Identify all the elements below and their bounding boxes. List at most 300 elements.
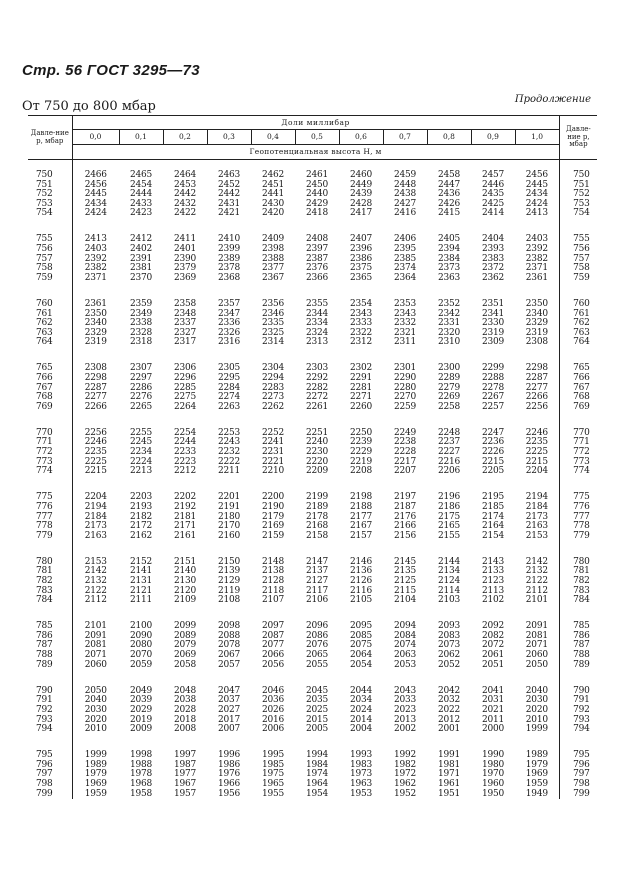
height-cell: [427, 493, 471, 541]
spacer-cell: [119, 735, 163, 752]
height-cell-value: 2358: [173, 298, 197, 309]
height-cell-value: 2173: [84, 521, 107, 532]
spacer-cell: [295, 670, 339, 687]
height-cell: [251, 622, 295, 670]
height-cell-value: 2035: [305, 695, 329, 706]
height-cell-value: 2010: [84, 724, 107, 735]
height-cell-value: 2141: [129, 566, 153, 577]
height-cell-value: 2134: [437, 566, 461, 577]
height-cell: [119, 687, 163, 735]
height-cell-value: 2204: [525, 466, 548, 477]
pressure-cell-left-value: 770: [36, 427, 53, 438]
height-cell-value: 2413: [525, 208, 548, 219]
height-cell-value: 2179: [261, 511, 285, 522]
height-cell-value: 2126: [349, 576, 373, 586]
height-cell-value: 2200: [261, 492, 285, 503]
pressure-cell-right: [559, 235, 597, 283]
height-cell: [207, 160, 251, 219]
pressure-cell-right: [559, 493, 597, 541]
pressure-cell-right-value: 762: [573, 318, 590, 329]
pressure-cell-right-value: 751: [573, 179, 590, 190]
height-cell-value: 2042: [437, 685, 461, 696]
spacer-cell: [163, 348, 207, 365]
height-cell: [383, 687, 427, 735]
height-cell-value: 1975: [261, 769, 285, 780]
height-cell-value: 1972: [393, 769, 417, 780]
height-cell-value: 1976: [217, 769, 241, 780]
height-cell-value: 2438: [393, 189, 417, 200]
spacer-cell: [559, 541, 597, 558]
pressure-cell-left-value: 791: [36, 695, 53, 706]
height-cell-value: 2207: [393, 466, 417, 477]
height-cell: [72, 493, 119, 541]
fraction-group-header: Доли миллибар: [72, 116, 559, 130]
height-cell-value: 2038: [173, 695, 197, 706]
height-cell: [119, 429, 163, 477]
height-cell: [339, 751, 383, 799]
height-cell-value: 2170: [217, 521, 241, 532]
pressure-cell-left: [28, 493, 72, 541]
pressure-cell-left-value: 775: [36, 492, 53, 503]
spacer-cell: [207, 670, 251, 687]
height-cell-value: 2309: [481, 337, 505, 348]
spacer-cell: [471, 219, 515, 236]
pressure-cell-right: [559, 687, 597, 735]
height-cell-value: 2081: [84, 640, 107, 651]
height-cell-value: 2297: [129, 373, 153, 383]
height-cell-value: 2040: [84, 695, 107, 706]
geopotential-height-header: Геопотенциальная высота H, м: [72, 145, 559, 160]
height-cell: [295, 364, 339, 412]
height-cell-value: 1994: [305, 750, 329, 761]
height-cell-value: 2311: [393, 337, 417, 348]
pressure-cell-right: [559, 622, 597, 670]
height-cell-value: 1999: [84, 750, 107, 761]
height-cell: [339, 687, 383, 735]
height-cell-value: 1995: [261, 750, 285, 761]
height-cell-value: 2011: [481, 714, 505, 725]
height-cell: [251, 558, 295, 606]
pressure-cell-left-value: 784: [36, 595, 53, 606]
height-cell-value: 2072: [481, 640, 505, 651]
table-row-group: [28, 622, 597, 670]
spacer-cell: [72, 477, 119, 494]
spacer-cell: [427, 412, 471, 429]
height-cell-value: 2338: [129, 318, 153, 329]
height-cell-value: 2330: [481, 318, 505, 329]
height-cell-value: 2275: [173, 392, 197, 403]
height-cell-value: 2306: [173, 363, 197, 374]
height-cell-value: 2022: [437, 704, 461, 715]
height-cell-value: 2361: [84, 298, 107, 309]
height-cell-value: 1984: [305, 759, 329, 770]
spacer-cell: [295, 606, 339, 623]
spacer-cell: [559, 283, 597, 300]
height-cell-value: 2120: [173, 585, 197, 596]
height-cell-value: 2265: [129, 401, 153, 412]
spacer-cell: [28, 477, 72, 494]
pressure-cell-left-value: 778: [36, 521, 53, 532]
pressure-cell-left-value: 765: [36, 363, 53, 374]
height-cell-value: 2032: [437, 695, 461, 706]
height-cell-value: 2079: [173, 640, 197, 651]
height-cell-value: 2114: [437, 585, 461, 596]
spacer-cell: [72, 735, 119, 752]
pressure-cell-left: [28, 300, 72, 348]
pressure-cell-left-value: 756: [36, 244, 53, 255]
height-cell-value: 2286: [129, 382, 153, 393]
pressure-cell-right: [559, 364, 597, 412]
pressure-cell-left: [28, 160, 72, 219]
height-cell-value: 2355: [305, 298, 329, 309]
height-cell-value: 1960: [481, 779, 505, 789]
height-cell-value: 2412: [129, 234, 153, 245]
column-header: 0,9: [471, 130, 515, 145]
height-cell: [207, 751, 251, 799]
spacer-cell: [559, 670, 597, 687]
height-cell-value: 2249: [393, 427, 417, 438]
height-cell-value: 2220: [305, 456, 329, 467]
pressure-cell-left-value: 780: [36, 556, 53, 567]
height-cell-value: 2228: [393, 447, 417, 458]
height-cell-value: 2137: [305, 566, 329, 577]
height-cell-value: 2384: [437, 253, 461, 264]
height-cell-value: 2349: [129, 308, 153, 319]
height-cell: [207, 300, 251, 348]
height-cell: [295, 300, 339, 348]
height-cell-value: 2097: [261, 621, 285, 632]
height-cell-value: 2361: [525, 272, 548, 283]
height-cell-value: 2305: [217, 363, 241, 374]
height-cell-value: 2162: [129, 530, 153, 541]
height-cell-value: 2070: [129, 650, 153, 661]
pressure-cell-left-value: 793: [36, 714, 53, 725]
height-cell-value: 2039: [129, 695, 153, 706]
height-cell-value: 2399: [217, 244, 241, 255]
spacer-cell: [207, 541, 251, 558]
height-cell-value: 2219: [349, 456, 373, 467]
height-cell-value: 1965: [261, 779, 285, 789]
pressure-cell-right-value: 790: [573, 685, 590, 696]
height-cell: [383, 235, 427, 283]
height-cell: [515, 364, 559, 412]
pressure-cell-right-value: 778: [573, 521, 590, 532]
height-cell-value: 2046: [261, 685, 285, 696]
height-cell-value: 2225: [525, 447, 548, 458]
spacer-cell: [251, 670, 295, 687]
table-row-group: [28, 558, 597, 606]
height-cell-value: 2150: [217, 556, 241, 567]
pressure-cell-right-value: 799: [573, 788, 590, 799]
pressure-cell-left-value: 767: [36, 382, 53, 393]
height-cell: [515, 493, 559, 541]
height-cell: [119, 622, 163, 670]
height-cell-value: 2246: [525, 427, 548, 438]
height-cell-value: 2260: [349, 401, 373, 412]
column-header: 0,1: [119, 130, 163, 145]
height-cell-value: 2090: [129, 630, 153, 641]
height-cell-value: 2241: [261, 437, 285, 448]
height-cell-value: 2129: [217, 576, 241, 586]
height-cell-value: 2197: [393, 492, 417, 503]
height-cell: [339, 622, 383, 670]
height-cell-value: 2408: [305, 234, 329, 245]
height-cell-value: 2282: [305, 382, 329, 393]
height-cell-value: 2413: [84, 234, 107, 245]
height-cell-value: 2254: [173, 427, 197, 438]
height-cell-value: 2294: [261, 373, 285, 383]
height-cell-value: 2369: [173, 272, 197, 283]
height-cell-value: 2387: [305, 253, 329, 264]
pressure-cell-right-value: 777: [573, 511, 590, 522]
height-cell-value: 1959: [525, 779, 548, 789]
height-cell-value: 2451: [261, 179, 285, 190]
height-cell-value: 2063: [393, 650, 417, 661]
height-cell-value: 2274: [217, 392, 241, 403]
spacer-cell: [72, 348, 119, 365]
pressure-cell-left-value: 786: [36, 630, 53, 641]
height-cell-value: 2096: [305, 621, 329, 632]
pressure-cell-right-value: 754: [573, 208, 590, 219]
height-cell-value: 2370: [129, 272, 153, 283]
height-cell-value: 2054: [349, 659, 373, 670]
height-cell-value: 2101: [84, 621, 107, 632]
spacer-cell: [515, 283, 559, 300]
height-cell-value: 2410: [217, 234, 241, 245]
height-cell: [383, 364, 427, 412]
height-cell-value: 2212: [173, 466, 197, 477]
height-cell-value: 2171: [173, 521, 197, 532]
height-cell-value: 2397: [305, 244, 329, 255]
height-cell-value: 2322: [349, 327, 373, 338]
height-cell-value: 2061: [481, 650, 505, 661]
height-cell-value: 2334: [305, 318, 329, 329]
height-cell-value: 2088: [217, 630, 241, 641]
height-cell-value: 2020: [84, 714, 107, 725]
height-cell-value: 2233: [173, 447, 197, 458]
pressure-cell-right-value: 798: [573, 779, 590, 789]
height-cell-value: 2059: [129, 659, 153, 670]
height-cell: [163, 160, 207, 219]
pressure-cell-left-value: 750: [36, 170, 53, 180]
spacer-cell: [383, 477, 427, 494]
spacer-cell: [163, 477, 207, 494]
height-cell-value: 2414: [481, 208, 505, 219]
height-cell-value: 2132: [84, 576, 107, 586]
height-cell-value: 2112: [84, 595, 107, 606]
spacer-cell: [119, 670, 163, 687]
height-cell-value: 2051: [481, 659, 505, 670]
height-cell-value: 2356: [261, 298, 285, 309]
height-cell-value: 2040: [525, 685, 548, 696]
pressure-cell-left-value: 797: [36, 769, 53, 780]
height-cell-value: 2027: [217, 704, 241, 715]
height-cell-value: 2050: [525, 659, 548, 670]
pressure-cell-right-value: 772: [573, 447, 590, 458]
height-cell: [251, 300, 295, 348]
height-cell-value: 2434: [525, 189, 548, 200]
height-cell-value: 1987: [173, 759, 197, 770]
spacer-cell: [295, 283, 339, 300]
height-cell-value: 2208: [349, 466, 373, 477]
height-cell-value: 2057: [217, 659, 241, 670]
height-cell: [72, 622, 119, 670]
height-cell-value: 2086: [305, 630, 329, 641]
height-cell-value: 2053: [393, 659, 417, 670]
height-cell-value: 2319: [84, 337, 107, 348]
height-cell-value: 2432: [173, 198, 197, 209]
height-cell-value: 2340: [525, 308, 548, 319]
group-spacer: [28, 606, 597, 623]
spacer-cell: [163, 219, 207, 236]
height-cell-value: 2284: [217, 382, 241, 393]
height-cell: [339, 429, 383, 477]
height-cell-value: 2123: [481, 576, 505, 586]
height-cell: [207, 235, 251, 283]
height-cell-value: 2313: [305, 337, 329, 348]
height-cell-value: 2084: [393, 630, 417, 641]
height-cell-value: 2132: [525, 566, 548, 577]
height-cell-value: 2121: [129, 585, 153, 596]
height-cell-value: 2178: [305, 511, 329, 522]
height-cell: [163, 493, 207, 541]
pressure-cell-left-value: 785: [36, 621, 53, 632]
height-cell-value: 2350: [525, 298, 548, 309]
pressure-cell-right-value: 788: [573, 650, 590, 661]
height-cell-value: 1949: [525, 788, 548, 799]
height-cell-value: 2176: [393, 511, 417, 522]
height-cell-value: 2251: [305, 427, 329, 438]
spacer-cell: [163, 735, 207, 752]
height-cell-value: 2101: [525, 595, 548, 606]
height-cell-value: 1973: [349, 769, 373, 780]
spacer-cell: [163, 541, 207, 558]
height-cell-value: 2108: [217, 595, 241, 606]
height-cell-value: 2099: [173, 621, 197, 632]
height-cell-value: 2064: [349, 650, 373, 661]
height-cell: [383, 622, 427, 670]
height-cell: [471, 622, 515, 670]
height-cell-value: 2146: [349, 556, 373, 567]
height-cell-value: 2453: [173, 179, 197, 190]
spacer-cell: [119, 606, 163, 623]
spacer-cell: [427, 477, 471, 494]
spacer-cell: [515, 412, 559, 429]
height-cell-value: 2075: [349, 640, 373, 651]
height-cell: [471, 687, 515, 735]
height-cell-value: 2303: [305, 363, 329, 374]
height-cell-value: 2279: [437, 382, 461, 393]
height-cell: [72, 364, 119, 412]
height-cell-value: 1974: [305, 769, 329, 780]
height-cell-value: 2343: [349, 308, 373, 319]
height-cell-value: 2213: [129, 466, 153, 477]
group-spacer: [28, 412, 597, 429]
spacer-cell: [471, 606, 515, 623]
height-cell-value: 2177: [349, 511, 373, 522]
height-cell-value: 2326: [217, 327, 241, 338]
height-cell-value: 1983: [349, 759, 373, 770]
height-cell-value: 2007: [217, 724, 241, 735]
height-cell-value: 2287: [525, 373, 548, 383]
pressure-cell-left: [28, 429, 72, 477]
height-cell-value: 1950: [481, 788, 505, 799]
height-cell-value: 2307: [129, 363, 153, 374]
height-cell-value: 2044: [349, 685, 373, 696]
height-cell: [383, 493, 427, 541]
height-cell-value: 1963: [349, 779, 373, 789]
height-cell-value: 2278: [481, 382, 505, 393]
spacer-cell: [339, 541, 383, 558]
height-cell-value: 2221: [261, 456, 285, 467]
height-cell-value: 2010: [525, 714, 548, 725]
height-cell-value: 2266: [84, 401, 107, 412]
height-cell-value: 2424: [525, 198, 548, 209]
height-cell-value: 2015: [305, 714, 329, 725]
spacer-cell: [28, 606, 72, 623]
height-cell-value: 2456: [84, 179, 107, 190]
height-cell-value: 2272: [305, 392, 329, 403]
height-cell-value: 1969: [525, 769, 548, 780]
height-cell-value: 2280: [393, 382, 417, 393]
height-cell-value: 2192: [173, 501, 197, 512]
height-cell-value: 2446: [481, 179, 505, 190]
pressure-cell-right: [559, 558, 597, 606]
height-cell-value: 2160: [217, 530, 241, 541]
height-cell-value: 2273: [261, 392, 285, 403]
height-cell-value: 2343: [393, 308, 417, 319]
spacer-cell: [163, 412, 207, 429]
spacer-cell: [295, 348, 339, 365]
height-cell-value: 1985: [261, 759, 285, 770]
height-cell-value: 2295: [217, 373, 241, 383]
height-cell-value: 2403: [84, 244, 107, 255]
height-cell-value: 2405: [437, 234, 461, 245]
height-cell-value: 2402: [129, 244, 153, 255]
pressure-cell-left-value: 789: [36, 659, 53, 670]
height-cell-value: 1967: [173, 779, 197, 789]
height-cell-value: 1951: [437, 788, 461, 799]
height-cell-value: 2403: [525, 234, 548, 245]
spacer-cell: [471, 283, 515, 300]
height-cell-value: 2169: [261, 521, 285, 532]
height-cell: [383, 558, 427, 606]
height-cell-value: 2102: [481, 595, 505, 606]
height-cell-value: 2447: [437, 179, 461, 190]
height-cell-value: 2232: [217, 447, 241, 458]
height-cell-value: 2435: [481, 189, 505, 200]
pressure-cell-right-value: 769: [573, 401, 590, 412]
height-cell-value: 2246: [84, 437, 107, 448]
spacer-cell: [251, 348, 295, 365]
height-cell-value: 2202: [173, 492, 197, 503]
height-cell-value: 2442: [217, 189, 241, 200]
height-cell: [251, 429, 295, 477]
height-cell-value: 1989: [525, 750, 548, 761]
height-cell-value: 2407: [349, 234, 373, 245]
pressure-cell-left-value: 759: [36, 272, 53, 283]
height-cell-value: 2383: [481, 253, 505, 264]
spacer-cell: [28, 670, 72, 687]
height-cell-value: 1986: [217, 759, 241, 770]
height-cell-value: 2341: [481, 308, 505, 319]
height-cell-value: 2148: [261, 556, 285, 567]
pressure-cell-left-value: 795: [36, 750, 53, 761]
height-cell-value: 2191: [217, 501, 241, 512]
height-cell: [251, 160, 295, 219]
height-cell: [427, 558, 471, 606]
group-spacer: [28, 541, 597, 558]
